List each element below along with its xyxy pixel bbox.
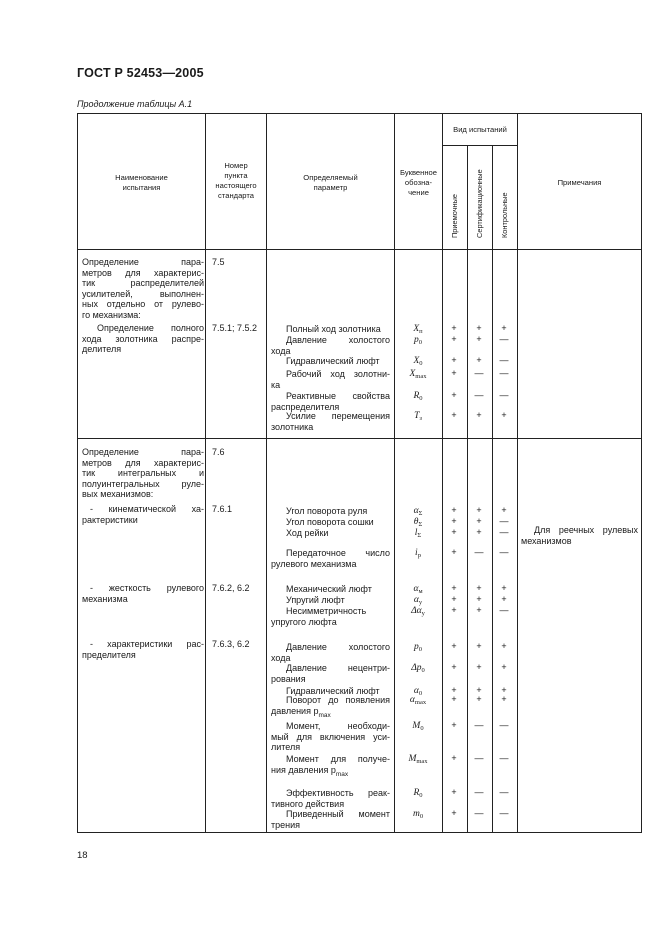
test-mark: —	[499, 720, 509, 730]
symbol-base: p	[414, 642, 419, 652]
col-divider	[517, 114, 518, 832]
test-name-line: механизма	[82, 593, 128, 604]
row-divider	[78, 249, 641, 250]
test-mark: —	[474, 787, 484, 797]
letter-symbol	[395, 356, 441, 369]
symbol-subscript: з	[419, 415, 422, 422]
symbol-base: m	[412, 809, 420, 819]
letter-symbol	[395, 528, 441, 541]
clause-number: 7.5	[212, 257, 225, 267]
test-name-line: хода золотника распре-	[82, 333, 204, 344]
param-subscript: max	[318, 711, 331, 719]
test-mark: +	[451, 527, 457, 537]
test-mark: +	[451, 808, 457, 818]
letter-symbol	[395, 548, 441, 561]
param-line: трения	[271, 819, 301, 830]
symbol-subscript: м	[418, 588, 423, 595]
test-name-line: вых механизмов:	[82, 489, 154, 500]
param-line: тивного действия	[271, 798, 345, 809]
clause-number: 7.6.2, 6.2	[212, 583, 250, 593]
symbol-subscript: 0	[418, 646, 422, 653]
test-name-line: полуинтегральных руле-	[82, 478, 204, 489]
param-line: хода	[271, 652, 291, 663]
param-line: Давление холостого	[286, 335, 390, 345]
test-mark: +	[451, 594, 457, 604]
note-line: механизмов	[521, 535, 572, 546]
param-line: Момент, необходи-	[286, 721, 390, 731]
test-mark: +	[476, 516, 482, 526]
test-name-line: метров для характерис-	[82, 267, 204, 278]
letter-symbol	[395, 809, 441, 822]
symbol-subscript: у	[421, 610, 425, 617]
test-mark: —	[499, 516, 509, 526]
test-mark: +	[451, 355, 457, 365]
param-line: Давление нецентри-	[286, 663, 390, 673]
test-mark: +	[476, 505, 482, 515]
param-text: ния давления p	[271, 764, 336, 775]
header-acceptance: Приемочные	[450, 193, 459, 238]
param-line: Полный ход золотника	[286, 324, 381, 334]
test-name-line: ных отдельно от рулево-	[82, 299, 204, 310]
test-mark: +	[476, 662, 482, 672]
symbol-subscript: п	[419, 328, 423, 335]
test-mark: +	[451, 641, 457, 651]
symbol-base: i	[415, 548, 418, 558]
test-mark: +	[501, 662, 507, 672]
col-divider	[205, 114, 206, 832]
test-mark: +	[501, 505, 507, 515]
header-clause-line: стандарта	[218, 191, 254, 200]
test-mark: —	[499, 808, 509, 818]
test-mark: +	[476, 694, 482, 704]
test-mark: +	[451, 505, 457, 515]
test-mark: +	[501, 594, 507, 604]
symbol-base: θ	[413, 517, 419, 527]
header-certification: Сертификационные	[475, 169, 484, 238]
param-line: Поворот до появления	[286, 695, 390, 705]
param-line: Реактивные свойства	[286, 391, 390, 401]
letter-symbol	[395, 663, 441, 676]
test-name-line: Определение пара-	[82, 257, 204, 267]
test-mark: +	[501, 583, 507, 593]
letter-symbol	[395, 369, 441, 382]
letter-symbol	[395, 695, 441, 708]
param-line: мый для включения уси-	[271, 731, 390, 742]
test-mark: +	[476, 323, 482, 333]
clause-number: 7.6	[212, 447, 225, 457]
header-param-line: Определяемый	[303, 173, 358, 182]
document-title: ГОСТ Р 52453—2005	[77, 66, 204, 80]
clause-number: 7.6.1	[212, 504, 233, 514]
symbol-base: p	[414, 335, 419, 345]
test-mark: —	[499, 547, 509, 557]
test-mark: +	[501, 641, 507, 651]
symbol-base: T	[414, 411, 420, 421]
test-mark: +	[451, 583, 457, 593]
test-mark: —	[499, 390, 509, 400]
symbol-subscript: 0	[420, 725, 424, 732]
clause-number: 7.6.3, 6.2	[212, 639, 250, 649]
header-control: Контрольные	[500, 192, 509, 238]
test-mark: +	[501, 685, 507, 695]
test-mark: +	[451, 720, 457, 730]
test-mark: —	[474, 808, 484, 818]
param-line: Угол поворота сошки	[286, 517, 374, 527]
symbol-base: X	[409, 369, 416, 379]
test-mark: +	[451, 787, 457, 797]
test-mark: —	[474, 390, 484, 400]
test-mark: +	[501, 323, 507, 333]
symbol-base: l	[414, 528, 418, 538]
page-number: 18	[77, 850, 88, 861]
note-line: Для реечных рулевых	[534, 525, 638, 535]
test-mark: +	[501, 694, 507, 704]
symbol-subscript: 0	[421, 667, 425, 674]
test-mark: —	[499, 605, 509, 615]
test-mark: +	[476, 685, 482, 695]
header-clause-line: настоящего	[215, 181, 257, 190]
header-symbol-line: Буквенное	[400, 168, 437, 177]
test-mark: +	[476, 410, 482, 420]
param-line: хода	[271, 345, 291, 356]
symbol-base: α	[413, 595, 419, 605]
col-divider	[442, 114, 443, 832]
header-symbol-line: обозна-	[404, 178, 433, 187]
test-mark: —	[474, 547, 484, 557]
letter-symbol	[395, 642, 441, 655]
test-mark: +	[451, 547, 457, 557]
test-name-line: тик интегральных и	[82, 468, 204, 479]
param-line: Момент для получе-	[286, 754, 390, 764]
param-line: Усилие перемещения	[286, 411, 390, 421]
param-line: Угол поворота руля	[286, 506, 368, 516]
symbol-base: α	[409, 695, 415, 705]
test-mark: +	[476, 583, 482, 593]
test-name-line: - жесткость рулевого	[90, 583, 204, 593]
symbol-subscript: max	[415, 373, 427, 380]
test-mark: +	[476, 594, 482, 604]
param-line: Гидравлический люфт	[286, 686, 380, 696]
test-mark: +	[451, 685, 457, 695]
header-name-line: Наименование	[115, 173, 168, 182]
test-mark: —	[474, 753, 484, 763]
symbol-base: Δα	[411, 606, 422, 616]
param-line: Несимметричность	[286, 606, 367, 616]
test-mark: —	[499, 368, 509, 378]
test-mark: +	[451, 368, 457, 378]
symbol-subscript: max	[414, 699, 427, 706]
header-name-line: испытания	[122, 183, 161, 192]
symbol-subscript: Σ	[418, 510, 423, 517]
test-mark: —	[499, 527, 509, 537]
param-line: рования	[271, 673, 306, 684]
symbol-subscript: 0	[419, 813, 424, 820]
param-line: Давление холостого	[286, 642, 390, 652]
test-mark: —	[474, 720, 484, 730]
param-line: Упругий люфт	[286, 595, 345, 605]
param-line: Рабочий ход золотни-	[286, 369, 390, 379]
col-divider	[266, 114, 267, 832]
test-name-line: рактеристики	[82, 514, 138, 525]
symbol-base: α	[413, 686, 419, 696]
symbol-base: M	[408, 754, 417, 764]
header-symbol-line: чение	[408, 188, 429, 197]
symbol-subscript: р	[417, 552, 421, 559]
symbol-subscript: Σ	[417, 532, 422, 539]
param-line: Эффективность реак-	[286, 788, 390, 798]
symbol-base: R	[413, 391, 420, 401]
symbol-subscript: max	[416, 758, 428, 765]
param-line: Ход рейки	[286, 528, 329, 538]
test-mark: +	[451, 662, 457, 672]
param-line: упругого люфта	[271, 616, 337, 627]
test-mark: —	[499, 334, 509, 344]
header-notes: Примечания	[557, 178, 602, 187]
letter-symbol	[395, 754, 441, 767]
param-line: рулевого механизма	[271, 558, 357, 569]
symbol-base: X	[413, 324, 420, 334]
param-line: Механический люфт	[286, 584, 372, 594]
row-divider	[442, 145, 517, 146]
header-clause-line: пункта	[224, 171, 248, 180]
param-line: Приведенный момент	[286, 809, 390, 819]
test-mark: —	[499, 787, 509, 797]
param-line: ка	[271, 379, 281, 390]
test-mark: +	[451, 334, 457, 344]
param-line: золотника	[271, 421, 314, 432]
test-mark: +	[451, 605, 457, 615]
letter-symbol	[395, 411, 441, 424]
symbol-base: α	[413, 584, 419, 594]
clause-number: 7.5.1; 7.5.2	[212, 323, 258, 333]
test-name-line: тик распределителей	[82, 278, 204, 289]
test-mark: —	[474, 368, 484, 378]
symbol-subscript: 0	[418, 339, 422, 346]
symbol-subscript: 0	[418, 690, 423, 697]
param-line: лителя	[271, 742, 301, 753]
test-name-line: метров для характерис-	[82, 457, 204, 468]
test-mark: +	[476, 641, 482, 651]
header-clause-line: Номер	[224, 161, 248, 170]
test-name-line: делителя	[82, 344, 122, 355]
symbol-subscript: 0	[419, 792, 423, 799]
test-mark: +	[451, 753, 457, 763]
param-line: Передаточное число	[286, 548, 390, 558]
symbol-subscript: у	[418, 599, 423, 606]
symbol-subscript: Σ	[418, 521, 423, 528]
table-caption: Продолжение таблицы А.1	[77, 99, 193, 109]
symbol-base: X	[413, 356, 420, 366]
symbol-subscript: 0	[419, 360, 423, 367]
test-mark: +	[451, 516, 457, 526]
param-text: давления p	[271, 705, 319, 716]
test-mark: +	[476, 334, 482, 344]
test-mark: +	[501, 410, 507, 420]
test-name-line: Определение пара-	[82, 447, 204, 457]
header-test-types: Вид испытаний	[453, 125, 507, 134]
symbol-subscript: 0	[419, 395, 423, 402]
param-line	[271, 765, 390, 780]
letter-symbol	[395, 391, 441, 404]
header-param-line: параметр	[313, 183, 348, 192]
symbol-base: R	[413, 788, 420, 798]
test-mark: +	[476, 527, 482, 537]
test-mark: +	[451, 694, 457, 704]
test-mark: +	[451, 410, 457, 420]
test-name-line: - характеристики рас-	[90, 639, 204, 649]
param-line	[271, 706, 390, 721]
letter-symbol	[395, 606, 441, 619]
test-mark: +	[451, 323, 457, 333]
test-mark: +	[476, 355, 482, 365]
param-line: распределителя	[271, 401, 340, 412]
letter-symbol	[395, 335, 441, 348]
test-mark: +	[451, 390, 457, 400]
test-name-line: пределителя	[82, 649, 136, 660]
param-subscript: max	[335, 770, 349, 778]
param-line: Гидравлический люфт	[286, 356, 380, 366]
table-a1	[77, 113, 642, 833]
test-mark: —	[499, 753, 509, 763]
test-mark: —	[499, 355, 509, 365]
letter-symbol	[395, 721, 441, 734]
test-name-line: Определение полного	[97, 323, 204, 333]
symbol-base: M	[412, 721, 421, 731]
test-name-line: го механизма:	[82, 310, 141, 320]
symbol-base: Δp	[411, 663, 422, 673]
symbol-base: α	[413, 506, 419, 516]
test-mark: +	[476, 605, 482, 615]
row-divider	[78, 438, 641, 439]
test-name-line: усилителей, выполнен-	[82, 288, 204, 299]
test-name-line: - кинематической ха-	[90, 504, 204, 514]
letter-symbol	[395, 788, 441, 801]
